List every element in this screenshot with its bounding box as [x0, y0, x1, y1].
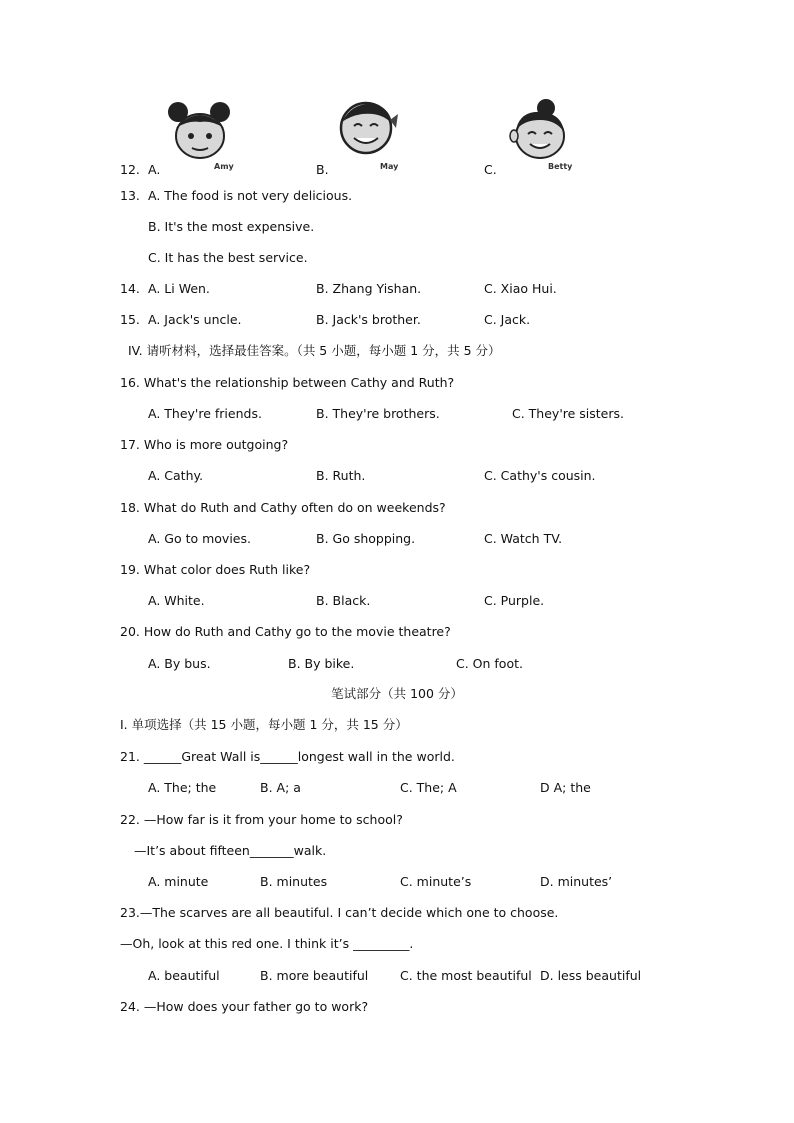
option-a: A. White.: [148, 593, 205, 608]
question-16-stem: 16. What's the relationship between Cathy and Ruth?: [120, 375, 455, 390]
question-number: 15.: [120, 312, 140, 327]
option-a: A. Go to movies.: [148, 531, 251, 546]
question-22-stem: 22. —How far is it from your home to school?: [120, 812, 403, 827]
option-b: B. Jack's brother.: [316, 312, 421, 327]
section-iv-heading: IV. 请听材料，选择最佳答案。（共 5 小题，每小题 1 分，共 5 分）: [128, 343, 501, 358]
option-a: A. The food is not very delicious.: [148, 188, 353, 203]
option-c: C. On foot.: [456, 656, 523, 671]
girl-may-face-icon: [332, 98, 404, 160]
option-d: D. less beautiful: [540, 968, 642, 983]
option-b: B. They're brothers.: [316, 406, 440, 421]
question-23-stem-reply: —Oh, look at this red one. I think it’s _________.: [120, 936, 414, 951]
question-22-stem-reply: —It’s about fifteen_______walk.: [134, 843, 327, 858]
picture-label-may: May: [380, 162, 399, 171]
option-b: B. A; a: [260, 780, 301, 795]
option-a: A.: [148, 162, 161, 177]
option-b: B. Go shopping.: [316, 531, 416, 546]
option-b: B. Ruth.: [316, 468, 366, 483]
question-18-stem: 18. What do Ruth and Cathy often do on weekends?: [120, 500, 446, 515]
option-a: A. By bus.: [148, 656, 211, 671]
option-a: A. Li Wen.: [148, 281, 210, 296]
option-c: C.: [484, 162, 497, 177]
option-c: C. minute’s: [400, 874, 472, 889]
option-b: B.: [316, 162, 329, 177]
option-b: B. Black.: [316, 593, 371, 608]
option-c: C. Cathy's cousin.: [484, 468, 596, 483]
option-d: D A; the: [540, 780, 591, 795]
option-d: D. minutes’: [540, 874, 613, 889]
option-b: B. Zhang Yishan.: [316, 281, 422, 296]
section-i-heading: I. 单项选择（共 15 小题，每小题 1 分，共 15 分）: [120, 717, 408, 732]
question-24-stem: 24. —How does your father go to work?: [120, 999, 369, 1014]
option-c: C. Xiao Hui.: [484, 281, 557, 296]
question-20-stem: 20. How do Ruth and Cathy go to the movie theatre?: [120, 624, 451, 639]
option-a: A. The; the: [148, 780, 217, 795]
question-number: 14.: [120, 281, 140, 296]
question-19-stem: 19. What color does Ruth like?: [120, 562, 311, 577]
option-c: C. Purple.: [484, 593, 545, 608]
option-c: C. They're sisters.: [512, 406, 624, 421]
question-21-stem: 21. ______Great Wall is______longest wall in the world.: [120, 749, 455, 764]
option-c: C. Jack.: [484, 312, 531, 327]
option-c: C. the most beautiful: [400, 968, 532, 983]
option-a: A. minute: [148, 874, 209, 889]
option-b: B. By bike.: [288, 656, 355, 671]
girl-betty-face-icon: [500, 98, 574, 162]
option-c: C. The; A: [400, 780, 457, 795]
option-b: B. more beautiful: [260, 968, 369, 983]
question-number: 12.: [120, 162, 140, 177]
picture-label-amy: Amy: [214, 162, 234, 171]
question-number: 13.: [120, 188, 140, 203]
option-c: C. It has the best service.: [148, 250, 308, 265]
option-a: A. They're friends.: [148, 406, 262, 421]
option-b: B. It's the most expensive.: [148, 219, 315, 234]
option-a: A. Jack's uncle.: [148, 312, 242, 327]
girl-amy-face-icon: [164, 98, 236, 164]
picture-label-betty: Betty: [548, 162, 573, 171]
question-17-stem: 17. Who is more outgoing?: [120, 437, 289, 452]
option-a: A. Cathy.: [148, 468, 204, 483]
option-a: A. beautiful: [148, 968, 220, 983]
option-c: C. Watch TV.: [484, 531, 563, 546]
question-23-stem: 23.—The scarves are all beautiful. I can’t decide which one to choose.: [120, 905, 559, 920]
option-b: B. minutes: [260, 874, 328, 889]
written-part-heading: 笔试部分（共 100 分）: [331, 686, 463, 701]
